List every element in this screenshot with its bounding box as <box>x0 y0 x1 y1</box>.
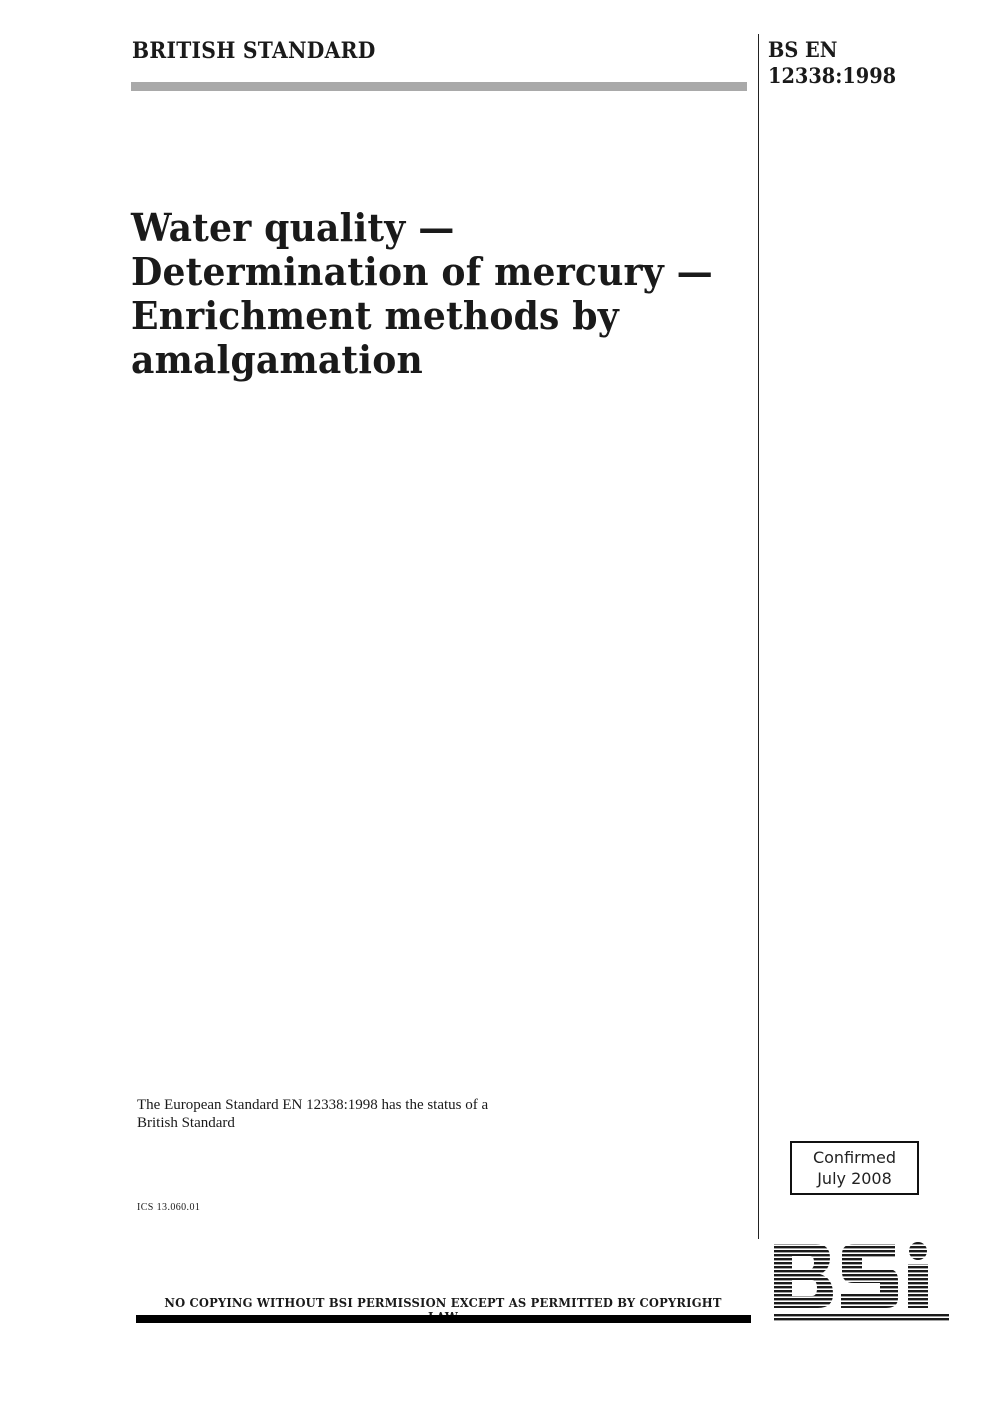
status-note-line2: British Standard <box>137 1115 235 1131</box>
document-number-line2: 12338:1998 <box>768 63 897 88</box>
confirmed-label: Confirmed <box>812 1148 897 1167</box>
document-number-line1: BS EN <box>768 37 838 62</box>
title-line-1: Water quality — <box>131 205 455 250</box>
title-line-3: Enrichment methods by <box>131 293 619 338</box>
document-number <box>768 37 896 89</box>
confirmed-stamp <box>790 1141 919 1195</box>
standard-type-label: BRITISH STANDARD <box>132 38 376 64</box>
status-note <box>137 1096 557 1132</box>
header-divider-bar <box>131 82 747 91</box>
bsi-logo-icon <box>774 1242 949 1323</box>
footer-bar <box>136 1315 751 1323</box>
title-line-2: Determination of mercury — <box>131 249 713 294</box>
vertical-divider <box>758 34 759 1239</box>
status-note-line1: The European Standard EN 12338:1998 has the status of a <box>137 1097 489 1113</box>
copyright-notice: NO COPYING WITHOUT BSI PERMISSION EXCEPT AS PERMITTED BY COPYRIGHT <box>164 1296 722 1310</box>
document-title <box>131 205 713 382</box>
ics-code: ICS 13.060.01 <box>137 1202 201 1213</box>
confirmed-date: July 2008 <box>817 1169 892 1188</box>
title-line-4: amalgamation <box>131 337 423 382</box>
